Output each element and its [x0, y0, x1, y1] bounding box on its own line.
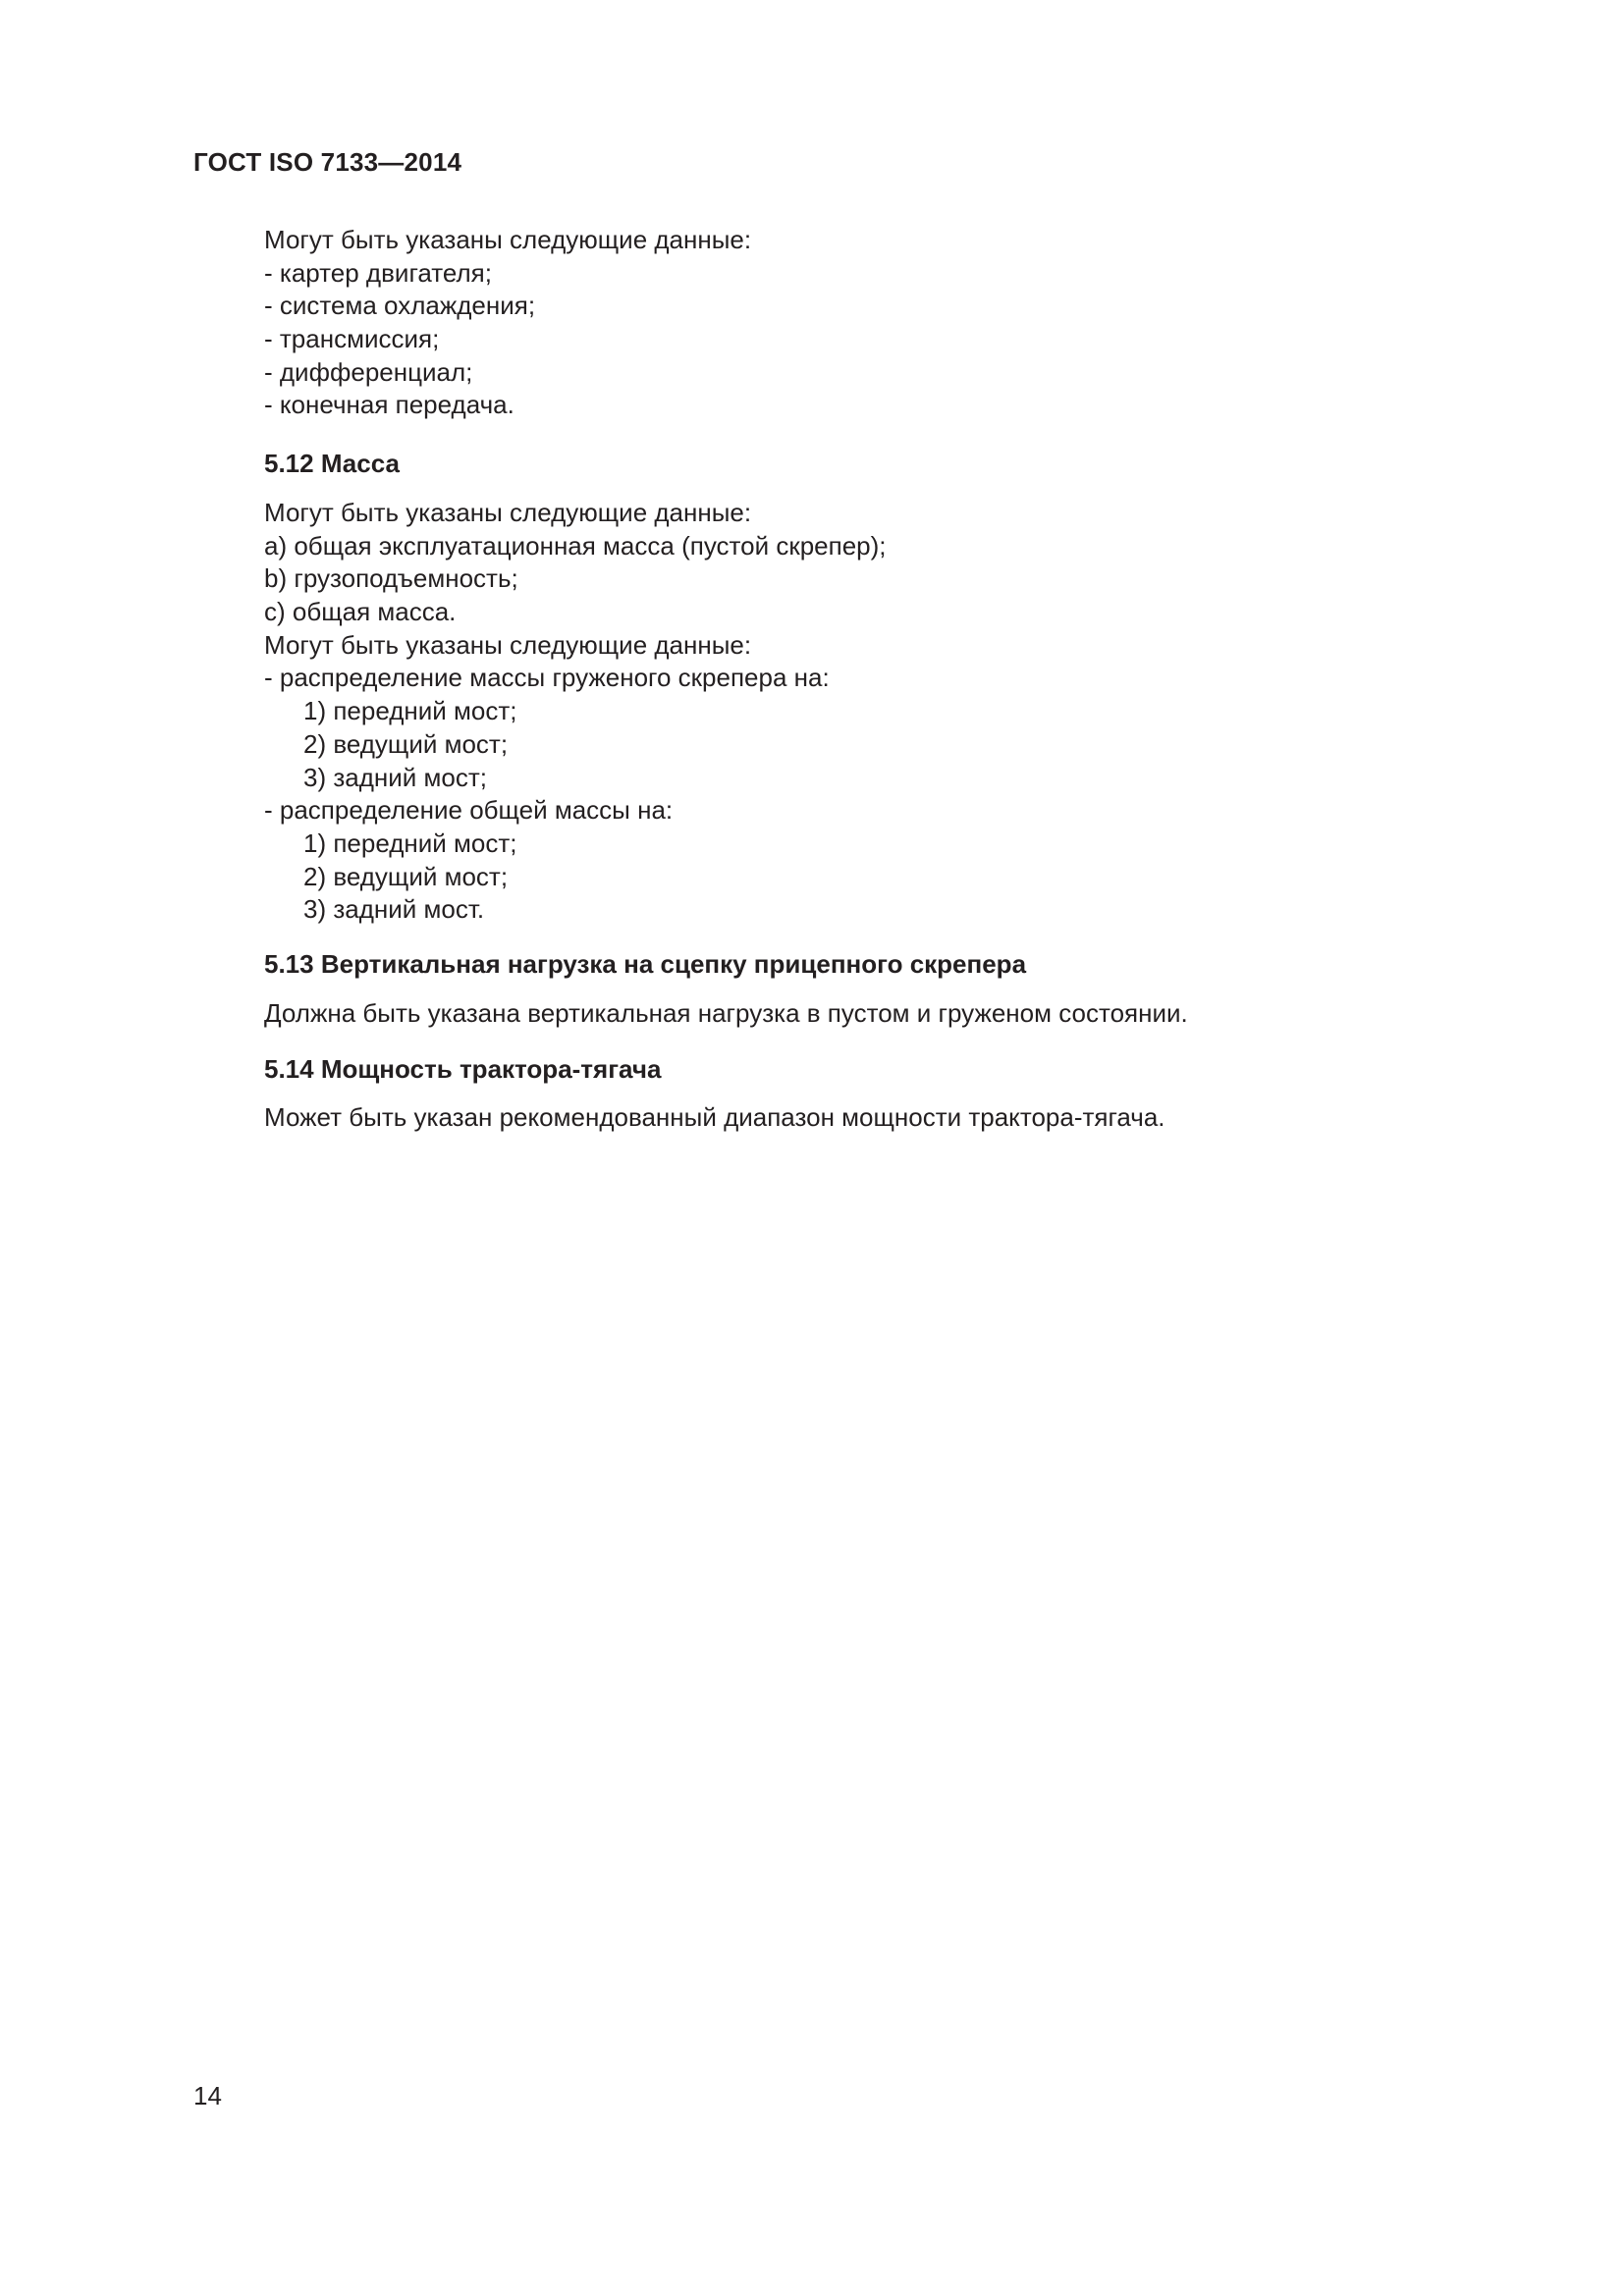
body-line: а) общая эксплуатационная масса (пустой скрепер);: [264, 530, 887, 561]
body-line: с) общая масса.: [264, 597, 457, 627]
sublist-item: 1) передний мост;: [303, 828, 517, 858]
intro-line: - картер двигателя;: [264, 257, 492, 288]
section-5-13-body: [264, 997, 1472, 1031]
body-line: - распределение массы груженого скрепера на:: [264, 663, 830, 693]
sublist-item: 2) ведущий мост;: [303, 861, 509, 891]
page-number: 14: [193, 2081, 222, 2110]
intro-line: - система охлаждения;: [264, 291, 536, 321]
section-heading-5-14: 5.14 Мощность трактора-тягача: [264, 1054, 662, 1084]
sublist-item: 2) ведущий мост;: [303, 728, 509, 759]
body-line: Могут быть указаны следующие данные:: [264, 498, 752, 527]
sublist-item: 1) передний мост;: [303, 696, 517, 726]
document-header: ГОСТ ISO 7133—2014: [193, 147, 462, 177]
body-line: - распределение общей массы на:: [264, 795, 674, 826]
body-line: Должна быть указана вертикальная нагрузка в пустом и груженом состоянии.: [264, 998, 1188, 1028]
section-heading-5-12: 5.12 Масса: [264, 449, 400, 478]
intro-line: - дифференциал;: [264, 356, 473, 387]
intro-line: - конечная передача.: [264, 390, 514, 420]
intro-list: [264, 224, 1472, 422]
body-line: b) грузоподъемность;: [264, 563, 518, 594]
sublist-item: 3) задний мост.: [303, 894, 485, 925]
section-5-14-body: [264, 1101, 1472, 1135]
body-line: Может быть указан рекомендованный диапазон мощности трактора-тягача.: [264, 1102, 1165, 1132]
body-line: Могут быть указаны следующие данные:: [264, 629, 752, 660]
section-heading-5-13: 5.13 Вертикальная нагрузка на сцепку прицепного скрепера: [264, 949, 1027, 979]
sublist-item: 3) задний мост;: [303, 762, 487, 792]
section-5-12-body: [264, 497, 1472, 927]
intro-line: Могут быть указаны следующие данные:: [264, 225, 752, 254]
intro-line: - трансмиссия;: [264, 324, 440, 354]
